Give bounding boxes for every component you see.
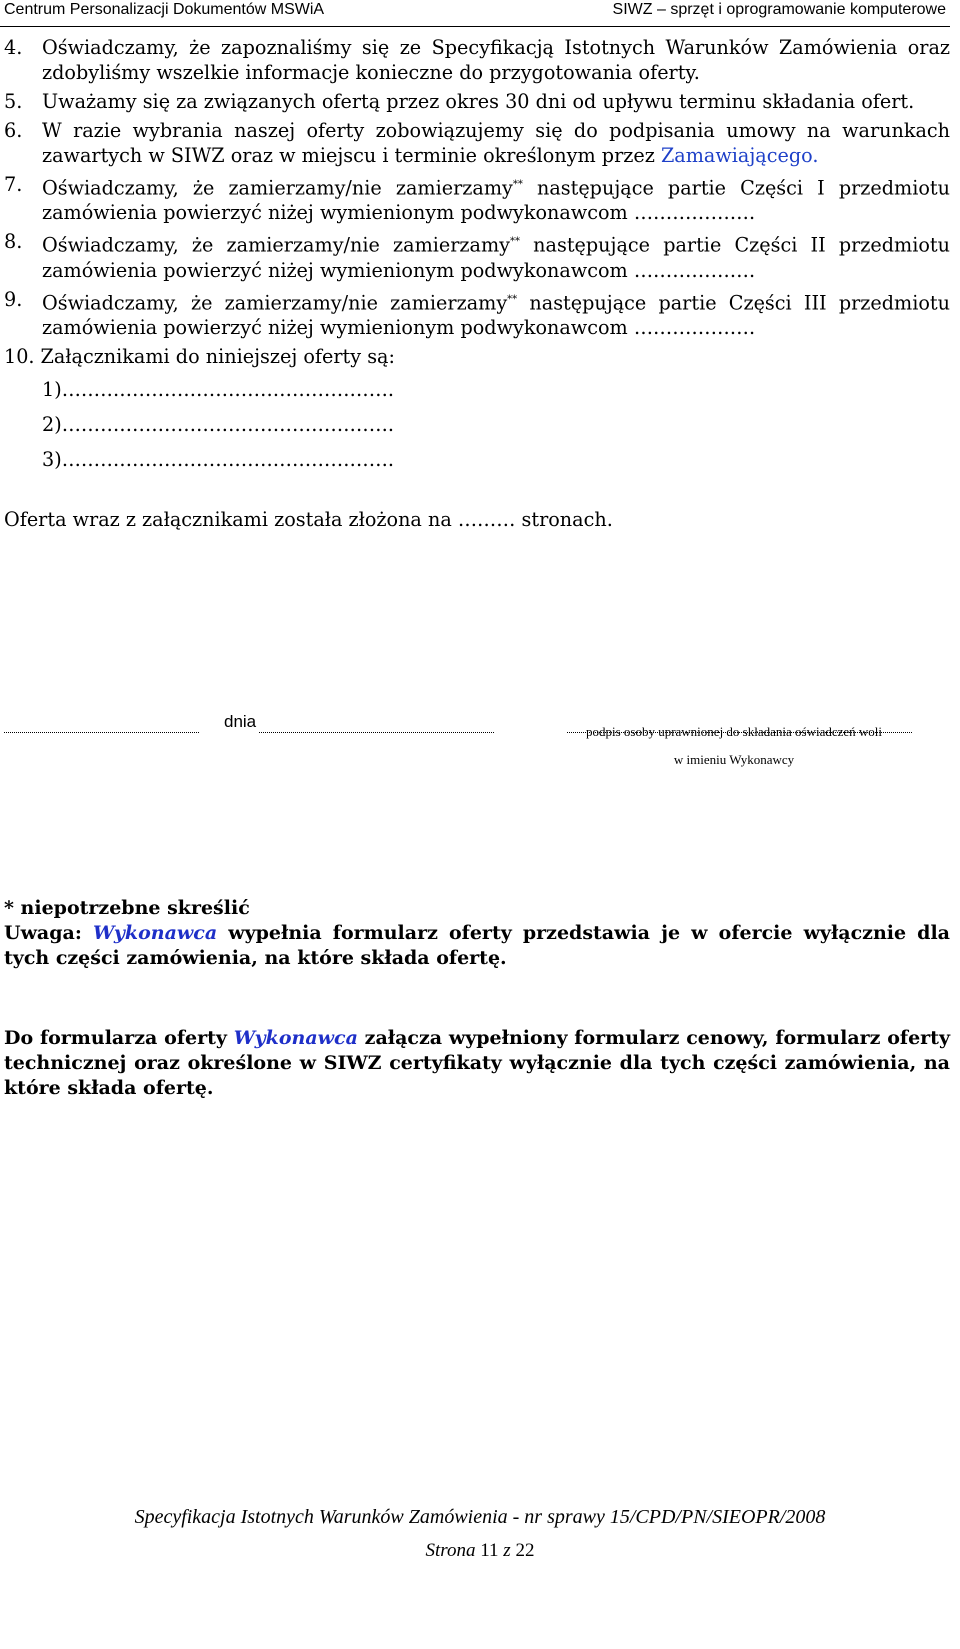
declaration-item-9 [4,287,950,340]
item-text: Oświadczamy, że zamierzamy/nie zamierzamy [42,291,508,315]
notes-section [4,896,950,1101]
page-header [0,0,950,27]
dnia-label: dnia [224,712,257,731]
do-formularza-note [4,1026,950,1101]
footer-spec-title: Specyfikacja Istotnych Warunków Zamówienia - nr sprawy 15/CPD/PN/SIEOPR/2008 [134,1506,826,1528]
item-number: 7. [4,173,23,196]
declaration-item-10 [4,344,950,369]
attachment-line-1: 1)……………………………………………. [42,378,394,402]
item-text-cont: następujące partie Części III przedmiotu zamówienia powierzyć niżej wymienionym podwykonawcom ………………. [42,291,950,340]
spacer [4,971,950,1026]
item-text: Oświadczamy, że zapoznaliśmy się ze Specyfikacją Istotnych Warunków Zamówienia oraz zdobyliśmy wszelkie informacje konieczne do przygotowania oferty. [42,36,950,84]
uwaga-note [4,921,950,971]
header-organization: Centrum Personalizacji Dokumentów MSWiA [4,1,325,18]
wykonawca-term: Wykonawca [92,922,218,944]
page-total: 22 [515,1540,535,1561]
wykonawca-term: Wykonawca [233,1027,358,1049]
item-text: Oświadczamy, że zamierzamy/nie zamierzamy [42,176,513,200]
declaration-item-4 [4,35,950,85]
item-number: 4. [4,36,23,59]
item-text-cont: następujące partie Części I przedmiotu zamówienia powierzyć niżej wymienionym podwykonawcom ………………. [42,176,950,225]
declaration-item-7 [4,172,950,225]
item-text: Załącznikami do niniejszej oferty są: [40,345,395,369]
place-dotted-line [4,732,199,733]
footnote-mark: ** [512,179,523,190]
do-label: Do formularza oferty [4,1027,234,1049]
uwaga-label: Uwaga: [4,922,93,944]
uwaga-text: wypełnia formularz oferty przedstawia je w ofercie wyłącznie dla tych części zamówienia, na które składa ofertę. [4,922,950,969]
item-text-cont: następujące partie Części II przedmiotu zamówienia powierzyć niżej wymienionym podwykonawcom ………………. [42,233,950,282]
item-number: 10. [4,345,35,369]
item-number: 9. [4,287,23,311]
declaration-item-8 [4,229,950,282]
page-separator: z [498,1540,516,1561]
do-text: załącza wypełniony formularz cenowy, formularz oferty technicznej oraz określone w SIWZ certyfikaty wyłącznie dla tych części zamówienia, na które składa ofertę. [4,1027,950,1099]
declarations-list [4,35,950,532]
signature-caption-1: podpis osoby uprawnionej do składania oświadczeń woli [585,724,883,739]
zamawiajacy-link-text: Zamawiającego. [660,144,819,167]
item-number: 8. [4,230,23,254]
signature-caption-2: w imieniu Wykonawcy [673,752,795,767]
attachments-list [4,377,950,482]
header-document-title: SIWZ – sprzęt i oprogramowanie komputerowe [612,1,946,18]
item-number: 5. [4,90,23,113]
page-current: 11 [480,1540,499,1561]
declaration-item-6 [4,118,950,168]
asterisk-note: * niepotrzebne skreślić [4,897,250,919]
item-text: Uważamy się za związanych ofertą przez okres 30 dni od upływu terminu składania ofert. [42,90,915,113]
footnote-mark: ** [507,293,518,305]
item-text: Oświadczamy, że zamierzamy/nie zamierzamy [42,233,511,257]
date-dotted-line [259,732,494,733]
item-text: W razie wybrania naszej oferty zobowiązujemy się do podpisania umowy na warunkach zawartych w SIWZ oraz w miejscu i terminie określonym przez [42,119,950,167]
attachment-line-2: 2)……………………………………………. [42,413,394,437]
declaration-item-5 [4,89,950,114]
offer-pages-line: Oferta wraz z załącznikami została złożona na ……… stronach. [4,508,613,532]
item-number: 6. [4,119,23,142]
footer-page-number [0,1540,960,1562]
footnote-mark: ** [510,236,521,248]
attachment-line-3: 3)……………………………………………. [42,448,394,472]
page-prefix: Strona [425,1540,481,1561]
